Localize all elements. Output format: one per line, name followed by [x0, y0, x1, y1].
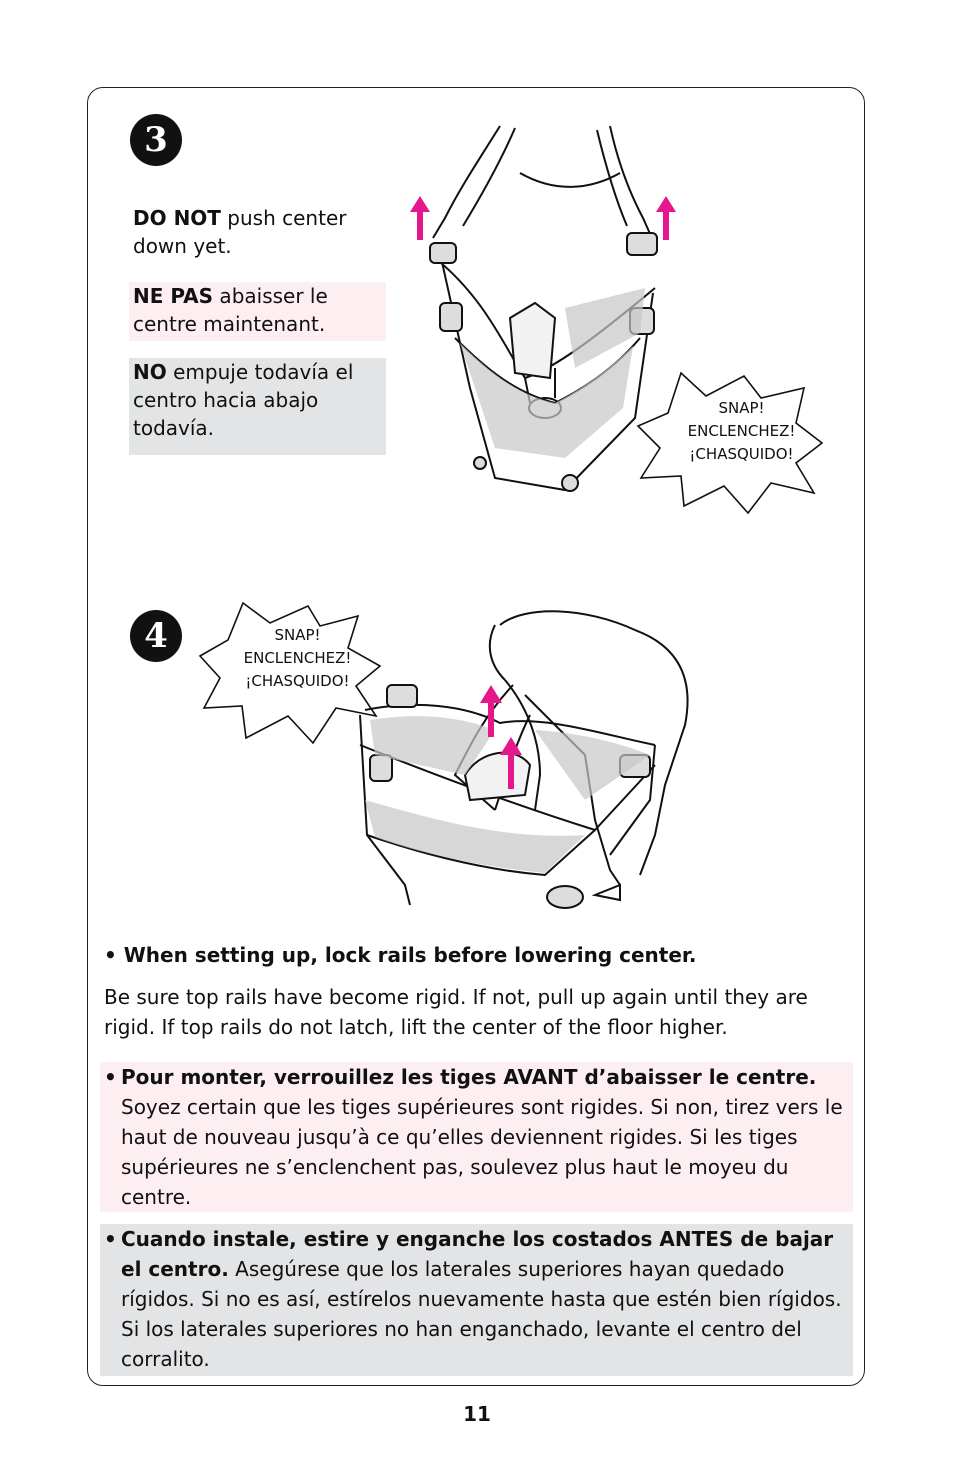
note-es-bold: NO: [133, 360, 167, 384]
lift-arrow-icon: [410, 196, 430, 240]
instruction-es-text: [104, 1224, 847, 1374]
instruction-es: [100, 1224, 853, 1376]
instruction-fr-heading: Pour monter, verrouillez les tiges AVANT d’abaisser le centre.: [121, 1065, 817, 1089]
note-fr-text: abaisser le centre maintenant.: [133, 284, 328, 336]
burst-line: ¡CHASQUIDO!: [689, 445, 794, 463]
note-fr-bold: NE PAS: [133, 284, 214, 308]
instruction-es-body: Asegúrese que los laterales superiores hayan quedado rígidos. Si no es así, estírelos nuevamente hasta que estén bien rígidos. Si los laterales superiores no han enganchado, levante el centro del corralito.: [121, 1257, 842, 1371]
step-3-note-en: [129, 204, 386, 260]
step-3-note-es: [129, 358, 386, 455]
step-3-snap-text: [654, 397, 829, 466]
lift-arrow-icon: [656, 196, 676, 240]
burst-line: ¡CHASQUIDO!: [245, 672, 350, 690]
note-en-text: push center down yet.: [133, 206, 347, 258]
note-en-bold: DO NOT: [133, 206, 221, 230]
instruction-fr: [100, 1062, 853, 1212]
burst-line: ENCLENCHEZ!: [687, 422, 796, 440]
bullet: •: [104, 1227, 117, 1251]
step-3-playard-illustration: [405, 118, 665, 498]
instruction-es-heading: Cuando instale, estire y enganche los costados ANTES de bajar el centro.: [121, 1227, 834, 1281]
instruction-en-body: Be sure top rails have become rigid. If not, pull up again until they are rigid. If top rails do not latch, lift the center of the floor higher.: [104, 985, 808, 1039]
instruction-fr-body: Soyez certain que les tiges supérieures sont rigides. Si non, tirez vers le haut de nouveau jusqu’à ce qu’elles deviennent rigides. Si les tiges supérieures ne s’enclenchent pas, soulevez plus haut le moyeu du centre.: [121, 1095, 843, 1209]
instruction-fr-text: [104, 1062, 847, 1212]
burst-line: SNAP!: [274, 626, 321, 644]
page-number: 11: [463, 1402, 491, 1426]
burst-line: ENCLENCHEZ!: [243, 649, 352, 667]
bullet: •: [104, 1065, 117, 1089]
lift-arrow-icon: [500, 737, 522, 789]
lift-arrow-icon: [480, 685, 502, 737]
step-4-badge: 4: [130, 610, 182, 662]
burst-line: SNAP!: [718, 399, 765, 417]
step-3-badge: 3: [130, 114, 182, 166]
step-4-playard-illustration: [355, 605, 700, 915]
note-es-text: empuje todavía el centro hacia abajo todavía.: [133, 360, 354, 440]
step-3-note-fr: [129, 282, 386, 341]
instruction-en-heading: • When setting up, lock rails before lowering center.: [104, 943, 697, 967]
